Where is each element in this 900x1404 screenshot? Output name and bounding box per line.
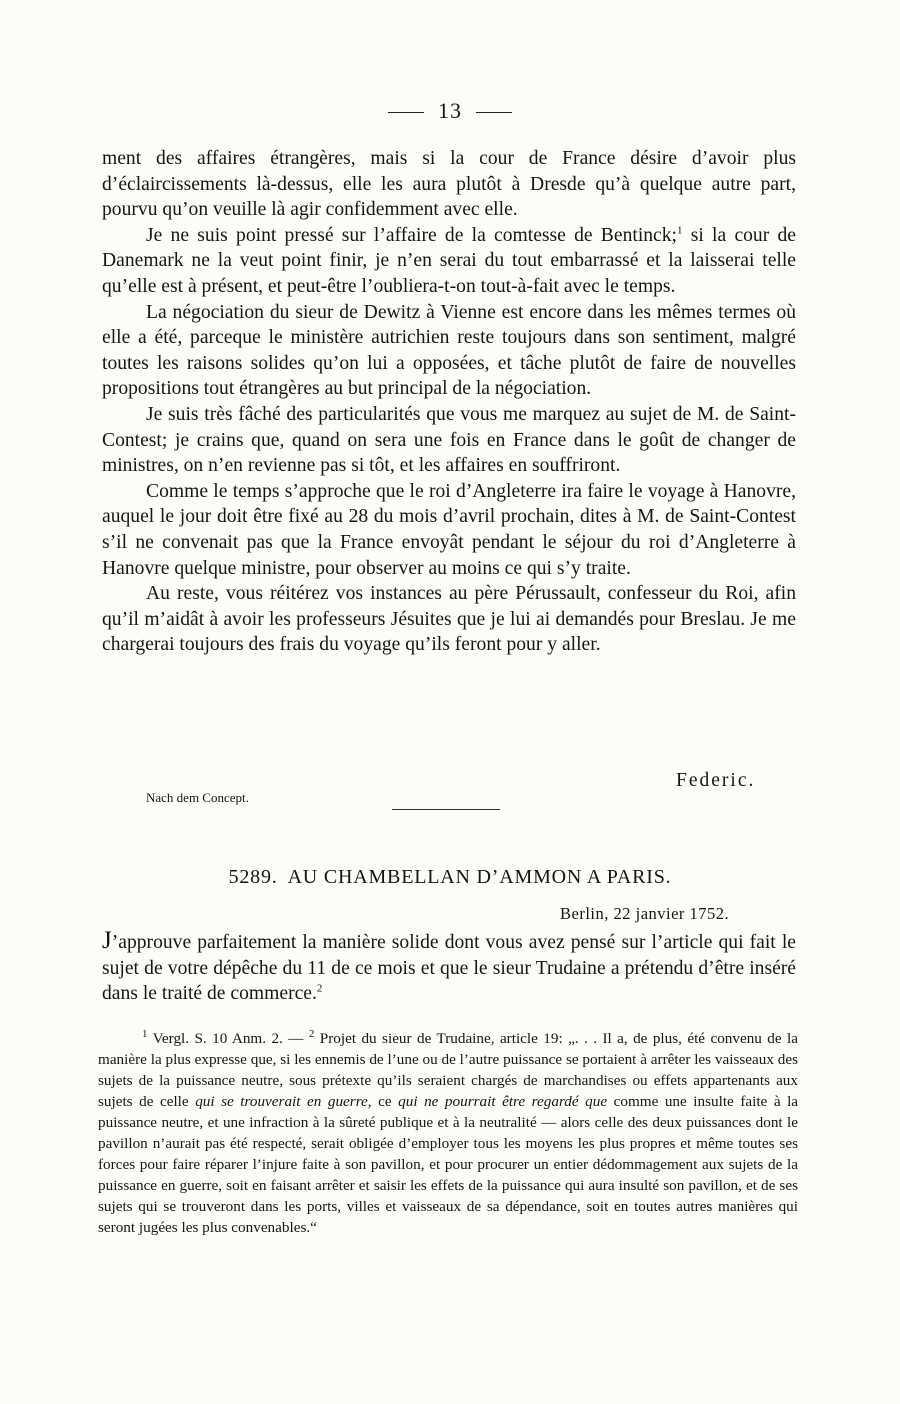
dateline: Berlin, 22 janvier 1752. [560, 904, 730, 923]
footnotes [98, 1028, 798, 1238]
footnote-reference: 2 [316, 982, 323, 995]
page-header [0, 98, 900, 124]
paragraph-text: si la cour de Danemark ne la veut point finir, je n’en serai du tout embarrassé et la laisserai telle qu’elle est à présent, et peut-être l’oubliera-t-on tout-à-fait avec le temps. [102, 224, 796, 297]
footnote-mark: 2 [308, 1027, 315, 1040]
footnote-1: Vergl. S. 10 Anm. 2. — [152, 1030, 304, 1047]
paragraph-text: ’approuve parfaitement la manière solide dont vous avez pensé sur l’article qui fait le sujet de votre dépêche du 11 de ce mois et que le sieur Trudaine a prétendu d’être inséré dans le traité de commerce. [102, 932, 796, 1005]
footnote-2-italic: qui ne pourrait être regardé que [398, 1093, 608, 1110]
footnote-2-text: Projet du sieur de Trudaine, article 19: „. . . Il a, de plus, été convenu de la manière la plus expresse que, si les ennemis de l’une ou de l’autre puissance se portaient à arrêter les vaisseaux des sujets de la puissance neutre, sous prétexte qu’ils seraient chargés de marchandises ou effets appartenants aux sujets de celle [98, 1030, 799, 1110]
paragraph-dewitz: La négociation du sieur de Dewitz à Vienne est encore dans les mêmes termes où elle a été, parceque le ministère autrichien reste toujours dans son sentiment, malgré toutes les raisons solides qu’on lui a opposées, et tâche plutôt de faire de nouvelles propositions tout étrangères au but principal de la négociation. [102, 301, 796, 400]
letter-title: AU CHAMBELLAN D’AMMON A PARIS. [287, 866, 672, 888]
letter-number: 5289. [228, 866, 278, 888]
paragraph-approuve [102, 928, 796, 1007]
source-note: Nach dem Concept. [146, 790, 249, 805]
footnote-block [98, 1028, 798, 1238]
footnote-reference: 1 [677, 224, 683, 237]
paragraph-text: Je ne suis point pressé sur l’affaire de la comtesse de Bentinck; [146, 224, 677, 246]
letter-body-1 [102, 146, 796, 658]
footnote-mark: 1 [142, 1027, 148, 1040]
header-dash-right [476, 112, 512, 113]
paragraph-bentinck [102, 223, 796, 300]
paragraph-perussault: Au reste, vous réitérez vos instances au père Pérussault, confesseur du Roi, afin qu’il m’aidât à avoir les professeurs Jésuites que je lui ai demandés pour Breslau. Je me chargerai toujours des frais du voyage qu’ils feront pour y aller. [102, 583, 796, 656]
footnote-2-italic: qui se trouverait en guerre, [195, 1093, 372, 1110]
paragraph-continuation: ment des affaires étrangères, mais si la cour de France désire d’avoir plus d’éclaircissements là-dessus, elle les aura plutôt à Dresde qu’à quelque autre part, pourvu qu’on veuille là agir confidemment avec elle. [102, 148, 796, 221]
section-divider [392, 809, 500, 810]
header-dash-left [388, 112, 424, 113]
letter-heading [0, 866, 900, 889]
paragraph-saint-contest: Je suis très fâché des particularités que vous me marquez au sujet de M. de Saint-Contest; je crains que, quand on sera une fois en France dans le goût de changer de ministres, on n’en revienne pas si tôt, et les affaires en souffriront. [102, 403, 796, 477]
initial-letter: J [102, 927, 112, 954]
footnote-2-text: ce [378, 1093, 392, 1110]
page-number: 13 [438, 98, 462, 123]
signature: Federic. [676, 770, 756, 791]
paragraph-hanovre: Comme le temps s’approche que le roi d’Angleterre ira faire le voyage à Hanovre, auquel le jour doit être fixé au 28 du mois d’avril prochain, dites à M. de Saint-Contest s’il ne convenait pas que la France envoyât pendant le séjour du roi d’Angleterre à Hanovre quelque ministre, pour observer au moins ce qui s’y traite. [102, 480, 796, 579]
letter-body-2 [102, 928, 796, 1007]
footnote-2-text: comme une insulte faite à la puissance neutre, et une infraction à la sûreté publique et à la neutralité — alors celle des deux puissances dont le pavillon n’aurait pas été respecté, serait obligée d’employer tous les moyens les plus propres et même toutes ses forces pour faire réparer l’injure faite à son pavillon, et pour procurer un entier dédommagement aux sujets de la puissance en guerre, soit en faisant arrêter et saisir les effets de la puissance qui aura insulté son pavillon, et de ses sujets qui se trouveront dans les ports, villes et vaisseaux de sa dépendance, soit en toutes autres manières qui seront jugées les plus convenables.“ [98, 1093, 799, 1236]
